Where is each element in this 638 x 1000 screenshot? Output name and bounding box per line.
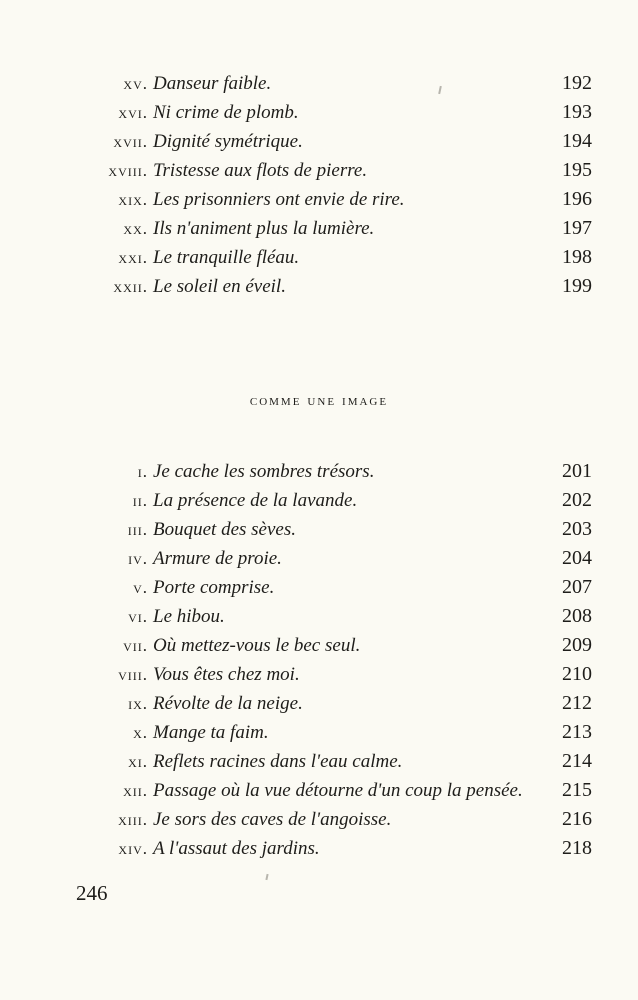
toc-entry-title: Révolte de la neige.	[153, 693, 303, 714]
toc-entry	[0, 602, 638, 631]
toc-entry-page: 202	[562, 489, 592, 511]
toc-entry-page: 213	[562, 721, 592, 743]
toc-entry	[0, 515, 638, 544]
toc-entry-page: 215	[562, 779, 592, 801]
toc-entry-numeral: xiv.	[118, 839, 148, 858]
toc-entry-numeral: xxi.	[118, 248, 148, 267]
toc-entry-title: Vous êtes chez moi.	[153, 664, 300, 685]
toc-entry-numeral: v.	[133, 578, 148, 597]
toc-entry-title: Le hibou.	[153, 606, 225, 627]
toc-entry-numeral: xv.	[123, 74, 148, 93]
toc-entry-title: Ni crime de plomb.	[153, 102, 299, 123]
toc-entry-numeral: vii.	[123, 636, 148, 655]
ink-speck	[265, 874, 268, 880]
section-heading: comme une image	[249, 392, 389, 409]
toc-entry-title: Armure de proie.	[153, 548, 282, 569]
toc-part-two	[0, 457, 638, 863]
toc-entry	[0, 544, 638, 573]
toc-entry	[0, 156, 638, 185]
toc-entry-title: Mange ta faim.	[153, 722, 269, 743]
toc-entry	[0, 834, 638, 863]
toc-entry-page: 196	[562, 188, 592, 210]
toc-part-one	[0, 69, 638, 301]
toc-entry-title: Le soleil en éveil.	[153, 276, 286, 297]
toc-entry	[0, 776, 638, 805]
toc-entry-numeral: xix.	[118, 190, 148, 209]
toc-entry-title: Porte comprise.	[153, 577, 275, 598]
toc-entry	[0, 718, 638, 747]
toc-entry-numeral: xviii.	[108, 161, 148, 180]
toc-entry-title: Le tranquille fléau.	[153, 247, 300, 268]
toc-entry-page: 207	[562, 576, 592, 598]
toc-entry-page: 210	[562, 663, 592, 685]
toc-entry-page: 193	[562, 101, 592, 123]
toc-entry-page: 192	[562, 72, 592, 94]
toc-entry	[0, 243, 638, 272]
toc-entry-numeral: vi.	[128, 607, 148, 626]
toc-entry-numeral: ix.	[128, 694, 148, 713]
toc-entry-page: 203	[562, 518, 592, 540]
toc-entry-title: Reflets racines dans l'eau calme.	[153, 751, 403, 772]
toc-entry-numeral: xxii.	[113, 277, 148, 296]
toc-entry-numeral: x.	[133, 723, 148, 742]
toc-entry-title: Dignité symétrique.	[153, 131, 303, 152]
toc-entry	[0, 127, 638, 156]
toc-entry-title: Tristesse aux flots de pierre.	[153, 160, 368, 181]
toc-entry-numeral: xvii.	[113, 132, 148, 151]
page-number: 246	[76, 881, 108, 905]
toc-entry-numeral: xx.	[123, 219, 148, 238]
toc-entry	[0, 457, 638, 486]
toc-entry-page: 216	[562, 808, 592, 830]
toc-entry-title: A l'assaut des jardins.	[153, 838, 320, 859]
toc-entry	[0, 486, 638, 515]
toc-entry-title: Bouquet des sèves.	[153, 519, 296, 540]
toc-entry-title: La présence de la lavande.	[153, 490, 358, 511]
toc-entry	[0, 747, 638, 776]
toc-entry	[0, 185, 638, 214]
toc-entry	[0, 805, 638, 834]
toc-entry-title: Je sors des caves de l'angoisse.	[153, 809, 392, 830]
toc-entry-title: Passage où la vue détourne d'un coup la pensée.	[153, 780, 523, 801]
toc-entry-numeral: i.	[137, 462, 148, 481]
toc-entry	[0, 98, 638, 127]
toc-entry-title: Je cache les sombres trésors.	[153, 461, 375, 482]
toc-entry-numeral: xi.	[128, 752, 148, 771]
toc-entry-numeral: xiii.	[118, 810, 148, 829]
toc-entry-numeral: viii.	[118, 665, 148, 684]
toc-entry-page: 214	[562, 750, 592, 772]
toc-entry	[0, 272, 638, 301]
toc-entry-page: 199	[562, 275, 592, 297]
toc-entry-page: 197	[562, 217, 592, 239]
toc-entry	[0, 660, 638, 689]
toc-entry-page: 195	[562, 159, 592, 181]
toc-entry-page: 194	[562, 130, 592, 152]
toc-entry	[0, 573, 638, 602]
toc-entry-title: Où mettez-vous le bec seul.	[153, 635, 361, 656]
toc-entry	[0, 689, 638, 718]
toc-entry-page: 208	[562, 605, 592, 627]
toc-entry-page: 204	[562, 547, 592, 569]
toc-entry-page: 212	[562, 692, 592, 714]
toc-entry-numeral: iv.	[128, 549, 148, 568]
toc-entry-numeral: xii.	[123, 781, 148, 800]
toc-entry-page: 201	[562, 460, 592, 482]
toc-entry-numeral: xvi.	[118, 103, 148, 122]
toc-entry-title: Danseur faible.	[153, 73, 272, 94]
toc-entry-numeral: iii.	[127, 520, 148, 539]
toc-entry	[0, 69, 638, 98]
toc-entry-page: 218	[562, 837, 592, 859]
toc-entry-page: 209	[562, 634, 592, 656]
toc-entry-title: Ils n'animent plus la lumière.	[153, 218, 375, 239]
toc-entry	[0, 631, 638, 660]
toc-entry-page: 198	[562, 246, 592, 268]
toc-entry-title: Les prisonniers ont envie de rire.	[153, 189, 405, 210]
toc-entry	[0, 214, 638, 243]
toc-entry-numeral: ii.	[132, 491, 148, 510]
